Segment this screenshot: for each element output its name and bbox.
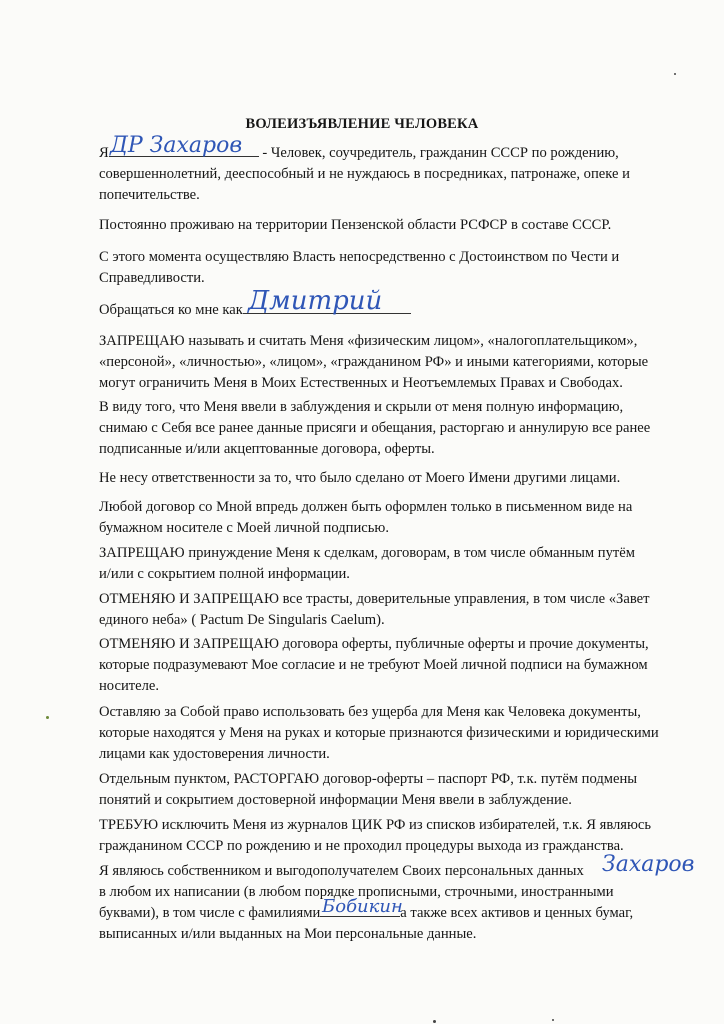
paragraph-prohibit-categories-line-2: «персоной», «личностью», «лицом», «гражданином РФ» и иными категориями, которые xyxy=(99,354,649,370)
paragraph-no-responsibility-line-1: Не несу ответственности за то, что было сделано от Моего Имени другими лицами. xyxy=(99,470,621,486)
document-title: ВОЛЕИЗЪЯВЛЕНИЕ ЧЕЛОВЕКА xyxy=(245,116,479,132)
paragraph-authority xyxy=(99,247,709,289)
paragraph-authority-line-1: С этого момента осуществляю Власть непосредственно с Достоинством по Чести и xyxy=(99,249,620,265)
paragraph-documents-right xyxy=(99,702,709,765)
surnames-suffix: а также всех активов и ценных бумаг, xyxy=(400,905,634,921)
paragraph-cancel-offers-line-1: ОТМЕНЯЮ И ЗАПРЕЩАЮ договора оферты, публичные оферты и прочие документы, xyxy=(99,636,649,652)
paragraph-terminate-passport-line-1: Отдельным пунктом, РАСТОРГАЮ договор-оферты – паспорт РФ, т.к. путём подмены xyxy=(99,771,638,787)
address-as-label: Обращаться ко мне как xyxy=(99,302,243,318)
paragraph-residence-line-1: Постоянно проживаю на территории Пензенской области РСФСР в составе СССР. xyxy=(99,217,612,233)
handwritten-surnames-inline: Бобикин xyxy=(322,896,403,917)
paragraph-written-contracts xyxy=(99,497,709,539)
paragraph-exclude-voters-line-2: гражданином СССР по рождению и не проходил процедуры выхода из гражданства. xyxy=(99,838,624,854)
paragraph-revoke-oaths-line-2: снимаю с Себя все ранее данные присяги и обещания, расторгаю и аннулирую все ранее xyxy=(99,420,651,436)
paragraph-prohibit-categories xyxy=(99,331,709,394)
paragraph-exclude-voters-line-1: ТРЕБУЮ исключить Меня из журналов ЦИК РФ из списков избирателей, т.к. Я являюсь xyxy=(99,817,652,833)
identity-suffix: - Человек, соучредитель, гражданин СССР по рождению, xyxy=(262,145,619,161)
paragraph-cancel-offers-line-3: носителе. xyxy=(99,678,160,694)
paragraph-address-as xyxy=(99,300,709,321)
paragraph-personal-data-line-2: в любом их написании (в любом порядке прописными, строчными, иностранными xyxy=(99,884,614,900)
paragraph-terminate-passport xyxy=(99,769,709,811)
paragraph-cancel-trusts xyxy=(99,589,709,631)
paragraph-terminate-passport-line-2: понятий и сокрытием достоверной информации Меня ввели в заблуждение. xyxy=(99,792,572,808)
paragraph-personal-data-line-1: Я являюсь собственником и выгодополучателем Своих персональных данных xyxy=(99,863,584,879)
paragraph-no-coercion-line-2: и/или с сокрытием полной информации. xyxy=(99,566,350,582)
surnames-prefix: буквами), в том числе с фамилиями xyxy=(99,905,321,921)
paragraph-authority-line-2: Справедливости. xyxy=(99,270,205,286)
paragraph-identity-line-3: попечительстве. xyxy=(99,187,200,203)
paragraph-no-responsibility xyxy=(99,468,709,489)
scan-speck xyxy=(674,73,676,75)
paragraph-exclude-voters xyxy=(99,815,709,857)
paragraph-no-coercion xyxy=(99,543,709,585)
paragraph-no-coercion-line-1: ЗАПРЕЩАЮ принуждение Меня к сделкам, договорам, в том числе обманным путём xyxy=(99,545,635,561)
handwritten-first-name: Дмитрий xyxy=(248,286,383,316)
paragraph-cancel-trusts-line-2: единого неба» ( Pactum De Singularis Caelum). xyxy=(99,612,385,628)
paragraph-written-contracts-line-1: Любой договор со Мной впредь должен быть оформлен только в письменном виде на xyxy=(99,499,633,515)
paragraph-revoke-oaths xyxy=(99,397,709,460)
paragraph-residence xyxy=(99,215,709,236)
paragraph-address-as-line-1 xyxy=(99,300,709,321)
paragraph-cancel-offers-line-2: которые подразумевают Мое согласие и не требуют Моей личной подписи на бумажном xyxy=(99,657,648,673)
paragraph-documents-right-line-1: Оставляю за Собой право использовать без ущерба для Меня как Человека документы, xyxy=(99,704,641,720)
paragraph-personal-data-line-3 xyxy=(99,903,709,924)
handwritten-surname-margin: Захаров xyxy=(602,852,695,877)
paragraph-prohibit-categories-line-1: ЗАПРЕЩАЮ называть и считать Меня «физическим лицом», «налогоплательщиком», xyxy=(99,333,638,349)
paragraph-documents-right-line-3: лицами как удостоверения личности. xyxy=(99,746,330,762)
paragraph-cancel-trusts-line-1: ОТМЕНЯЮ И ЗАПРЕЩАЮ все трасты, доверительные управления, в том числе «Завет xyxy=(99,591,650,607)
handwritten-name: ДР Захаров xyxy=(110,133,243,158)
paragraph-personal-data-line-4: выписанных и/или выданных на Мои персональные данные. xyxy=(99,926,477,942)
paragraph-revoke-oaths-line-1: В виду того, что Меня ввели в заблуждения и скрыли от меня полную информацию, xyxy=(99,399,624,415)
paragraph-cancel-offers xyxy=(99,634,709,697)
pronoun-prefix: Я xyxy=(99,145,109,161)
paragraph-identity-line-2: совершеннолетний, дееспособный и не нуждаюсь в посредниках, патронаже, опеке и xyxy=(99,166,630,182)
scan-speck xyxy=(433,1020,436,1023)
paragraph-revoke-oaths-line-3: подписанные и/или акцептованные договора, оферты. xyxy=(99,441,435,457)
paragraph-documents-right-line-2: которые находятся у Меня на руках и которые признаются физическими и юридическими xyxy=(99,725,659,741)
paragraph-written-contracts-line-2: бумажном носителе с Моей личной подписью. xyxy=(99,520,389,536)
scan-speck xyxy=(46,716,49,719)
scan-speck xyxy=(552,1019,554,1021)
paragraph-prohibit-categories-line-3: могут ограничить Меня в Моих Естественных и Неотъемлемых Правах и Свободах. xyxy=(99,375,623,391)
